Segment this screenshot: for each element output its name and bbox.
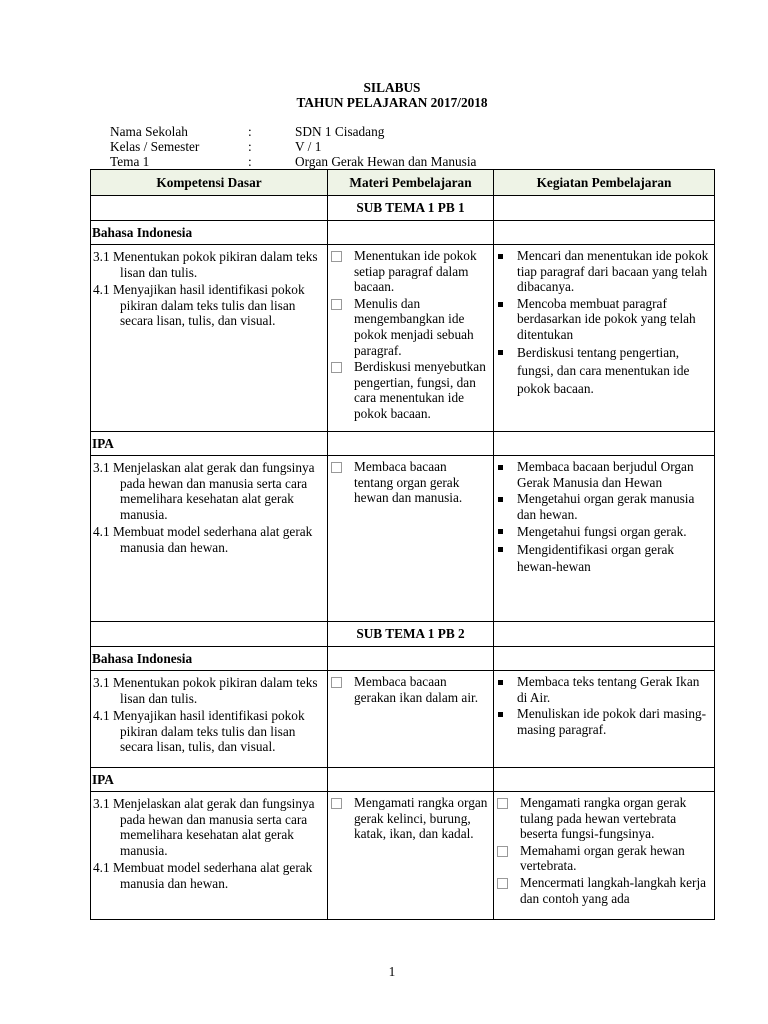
- meta-value: V / 1: [295, 139, 322, 154]
- materi-cell: [328, 792, 494, 920]
- kegiatan-cell: [494, 245, 715, 432]
- list-item: [328, 248, 493, 295]
- kd-cell: [91, 671, 328, 768]
- kegiatan-text: Mengetahui organ gerak manusia dan hewan.: [517, 491, 695, 522]
- kd-item: 4.1 Menyajikan hasil identifikasi pokok pikiran dalam teks tulis dan lisan secara lisan, tulis, dan visual.: [93, 708, 305, 755]
- kd-item: 4.1 Membuat model sederhana alat gerak manusia dan hewan.: [93, 860, 313, 891]
- subtheme-row: [91, 196, 715, 221]
- header-materi-pembelajaran: Materi Pembelajaran: [328, 170, 494, 196]
- subject-row: [91, 432, 715, 456]
- kegiatan-text: Membaca teks tentang Gerak Ikan di Air.: [517, 674, 700, 705]
- kegiatan-cell: [494, 456, 715, 622]
- kd-cell: [91, 792, 328, 920]
- kegiatan-text: Mencari dan menentukan ide pokok tiap paragraf dari bacaan yang telah dibacanya.: [517, 248, 709, 295]
- list-item: [328, 359, 493, 421]
- table-row: [91, 456, 715, 622]
- list-item: [494, 248, 714, 295]
- subject-label: IPA: [91, 768, 328, 792]
- materi-text: Mengamati rangka organ gerak kelinci, burung, katak, ikan, dan kadal.: [354, 795, 488, 842]
- table-row: [91, 245, 715, 432]
- list-item: [494, 523, 714, 540]
- empty-cell: [494, 221, 715, 245]
- table-header-row: [91, 170, 715, 196]
- subject-row: [91, 647, 715, 671]
- meta-colon: :: [248, 124, 252, 139]
- empty-cell: [328, 647, 494, 671]
- kegiatan-text: Mengamati rangka organ gerak tulang pada hewan vertebrata beserta fungsi-fungsinya.: [520, 795, 687, 842]
- kegiatan-text: Mengetahui fungsi organ gerak.: [517, 524, 687, 540]
- bullet-square-icon: [498, 497, 503, 502]
- checkbox-icon: [497, 846, 508, 857]
- empty-cell: [91, 622, 328, 647]
- meta-row-class: [110, 139, 476, 154]
- list-item: [328, 459, 493, 506]
- materi-text: Berdiskusi menyebutkan pengertian, fungsi, dan cara menentukan ide pokok bacaan.: [354, 359, 486, 421]
- bullet-square-icon: [498, 350, 503, 355]
- kegiatan-cell: [494, 792, 715, 920]
- empty-cell: [91, 196, 328, 221]
- subject-row: [91, 221, 715, 245]
- list-item: [494, 459, 714, 490]
- document-meta: [110, 124, 476, 169]
- empty-cell: [328, 768, 494, 792]
- list-item: [328, 674, 493, 705]
- kegiatan-cell: [494, 671, 715, 768]
- checkbox-icon: [331, 362, 342, 373]
- kd-cell: [91, 245, 328, 432]
- subject-label: Bahasa Indonesia: [91, 647, 328, 671]
- list-item: [494, 795, 714, 842]
- list-item: [328, 296, 493, 358]
- kegiatan-text: Menuliskan ide pokok dari masing-masing paragraf.: [517, 706, 707, 737]
- bullet-square-icon: [498, 680, 503, 685]
- materi-text: Menulis dan mengembangkan ide pokok menjadi sebuah paragraf.: [354, 295, 474, 358]
- list-item: [494, 344, 714, 398]
- checkbox-icon: [331, 462, 342, 473]
- kegiatan-text: Berdiskusi tentang pengertian, fungsi, dan cara menentukan ide pokok bacaan.: [517, 344, 690, 396]
- materi-text: Menentukan ide pokok setiap paragraf dalam bacaan.: [354, 248, 477, 295]
- list-item: [494, 296, 714, 343]
- syllabus-table: [90, 169, 715, 920]
- subtheme-label: SUB TEMA 1 PB 2: [328, 622, 494, 647]
- kd-item: 3.1 Menentukan pokok pikiran dalam teks lisan dan tulis.: [93, 249, 318, 280]
- list-item: [494, 541, 714, 575]
- bullet-square-icon: [498, 529, 503, 534]
- kd-item: 4.1 Menyajikan hasil identifikasi pokok pikiran dalam teks tulis dan lisan secara lisan, tulis, dan visual.: [93, 282, 305, 329]
- bullet-square-icon: [498, 465, 503, 470]
- list-item: [494, 843, 714, 874]
- checkbox-icon: [497, 798, 508, 809]
- meta-value: SDN 1 Cisadang: [295, 124, 385, 139]
- kegiatan-text: Memahami organ gerak hewan vertebrata.: [520, 842, 685, 874]
- list-item: [494, 674, 714, 705]
- document-title: SILABUS: [363, 80, 421, 95]
- materi-cell: [328, 671, 494, 768]
- subject-row: [91, 768, 715, 792]
- checkbox-icon: [331, 677, 342, 688]
- document-subtitle: TAHUN PELAJARAN 2017/2018: [296, 95, 488, 110]
- kegiatan-text: Mengidentifikasi organ gerak hewan-hewan: [517, 542, 675, 575]
- table-row: [91, 792, 715, 920]
- checkbox-icon: [331, 251, 342, 262]
- empty-cell: [494, 196, 715, 221]
- meta-key: Tema 1: [110, 154, 150, 169]
- empty-cell: [494, 622, 715, 647]
- empty-cell: [494, 647, 715, 671]
- kegiatan-text: Membaca bacaan berjudul Organ Gerak Manusia dan Hewan: [517, 459, 694, 490]
- empty-cell: [494, 768, 715, 792]
- meta-key: Kelas / Semester: [110, 139, 200, 154]
- kd-item: 3.1 Menjelaskan alat gerak dan fungsinya pada hewan dan manusia serta cara memelihara kesehatan alat gerak manusia.: [93, 796, 315, 858]
- bullet-square-icon: [498, 254, 503, 259]
- table-row: [91, 671, 715, 768]
- kd-item: 3.1 Menentukan pokok pikiran dalam teks lisan dan tulis.: [93, 675, 318, 706]
- meta-row-theme: [110, 154, 476, 169]
- subject-label: Bahasa Indonesia: [91, 221, 328, 245]
- bullet-square-icon: [498, 547, 503, 552]
- bullet-square-icon: [498, 712, 503, 717]
- kegiatan-text: Mencermati langkah-langkah kerja dan contoh yang ada: [520, 874, 707, 906]
- kd-item: 4.1 Membuat model sederhana alat gerak manusia dan hewan.: [93, 524, 313, 555]
- checkbox-icon: [331, 299, 342, 310]
- kd-cell: [91, 456, 328, 622]
- checkbox-icon: [497, 878, 508, 889]
- kd-item: 3.1 Menjelaskan alat gerak dan fungsinya pada hewan dan manusia serta cara memelihara kesehatan alat gerak manusia.: [93, 460, 315, 522]
- materi-cell: [328, 245, 494, 432]
- list-item: [494, 706, 714, 737]
- materi-text: Membaca bacaan gerakan ikan dalam air.: [354, 674, 479, 705]
- meta-key: Nama Sekolah: [110, 124, 188, 139]
- page-number: 1: [388, 964, 396, 979]
- kegiatan-text: Mencoba membuat paragraf berdasarkan ide pokok yang telah ditentukan: [517, 295, 696, 342]
- subtheme-label: SUB TEMA 1 PB 1: [328, 196, 494, 221]
- meta-colon: :: [248, 154, 252, 169]
- meta-colon: :: [248, 139, 252, 154]
- list-item: [328, 795, 493, 842]
- materi-cell: [328, 456, 494, 622]
- meta-row-school: [110, 124, 476, 139]
- header-kompetensi-dasar: Kompetensi Dasar: [91, 170, 328, 196]
- empty-cell: [328, 432, 494, 456]
- meta-value: Organ Gerak Hewan dan Manusia: [295, 154, 477, 169]
- subject-label: IPA: [91, 432, 328, 456]
- subtheme-row: [91, 622, 715, 647]
- materi-text: Membaca bacaan tentang organ gerak hewan dan manusia.: [354, 459, 463, 506]
- empty-cell: [494, 432, 715, 456]
- header-kegiatan-pembelajaran: Kegiatan Pembelajaran: [494, 170, 715, 196]
- empty-cell: [328, 221, 494, 245]
- list-item: [494, 875, 714, 906]
- checkbox-icon: [331, 798, 342, 809]
- list-item: [494, 491, 714, 522]
- bullet-square-icon: [498, 302, 503, 307]
